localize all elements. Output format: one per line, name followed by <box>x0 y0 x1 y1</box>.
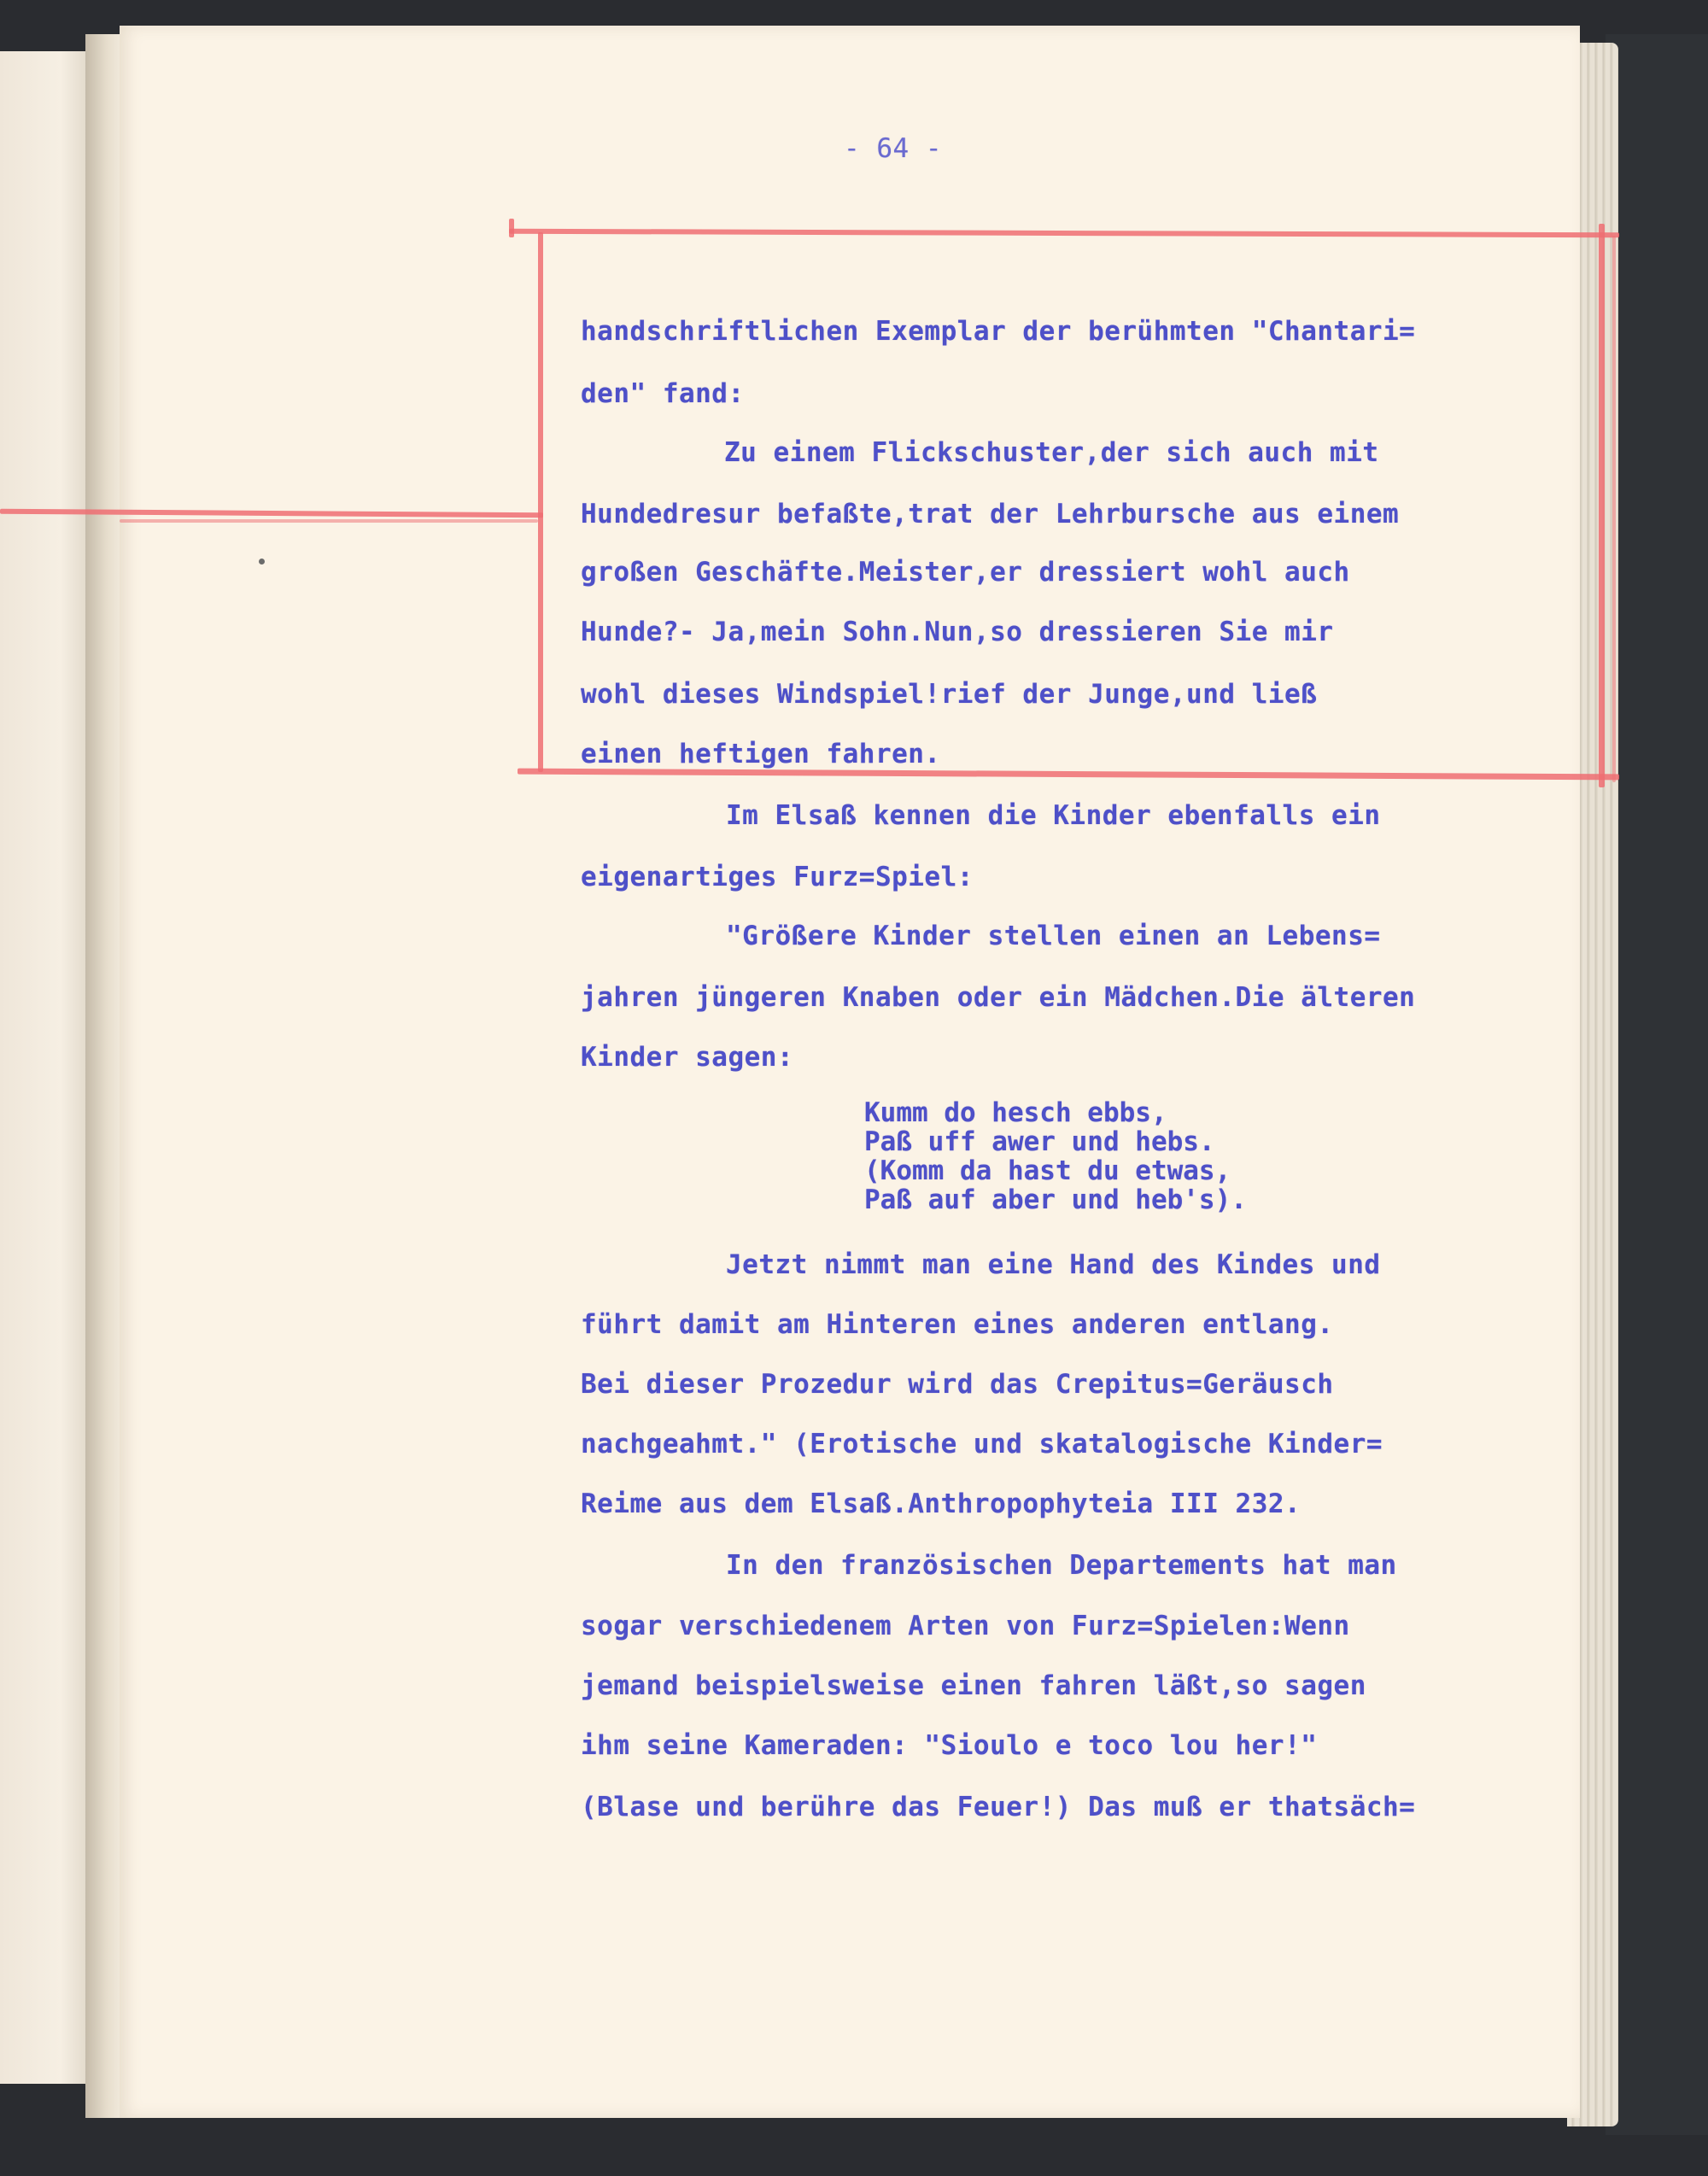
body-line-6: Jetzt nimmt man eine Hand des Kindes und <box>726 1249 1381 1280</box>
body-line-11: In den französischen Departements hat man <box>726 1550 1397 1581</box>
body-line-13: jemand beispielsweise einen fahren läßt,so sagen <box>581 1670 1366 1701</box>
verse-line-1: Kumm do hesch ebbs, <box>864 1097 1167 1128</box>
boxed-line-7: wohl dieses Windspiel!rief der Junge,und ließ <box>581 679 1318 710</box>
body-line-2: eigenartiges Furz=Spiel: <box>581 862 974 892</box>
red-margin-pointer-line-2 <box>120 519 538 523</box>
red-box-right-line <box>1599 224 1605 787</box>
boxed-line-6: Hunde?- Ja,mein Sohn.Nun,so dressieren Sie mir <box>581 617 1334 647</box>
boxed-line-4: Hundedresur befaßte,trat der Lehrbursche aus einem <box>581 499 1400 529</box>
body-line-14: ihm seine Kameraden: "Sioulo e toco lou her!" <box>581 1730 1318 1761</box>
body-line-3: "Größere Kinder stellen einen an Lebens= <box>726 921 1381 951</box>
body-line-7: führt damit am Hinteren eines anderen entlang. <box>581 1309 1334 1340</box>
red-box-top-tick <box>509 219 514 237</box>
body-line-4: jahren jüngeren Knaben oder ein Mädchen.Die älteren <box>581 982 1416 1013</box>
red-box-left-line <box>538 232 543 772</box>
verse-line-3: (Komm da hast du etwas, <box>864 1155 1231 1186</box>
boxed-line-3: Zu einem Flickschuster,der sich auch mit <box>724 437 1379 468</box>
boxed-line-1: handschriftlichen Exemplar der berühmten "Chantari= <box>581 316 1416 347</box>
page-number: - 64 - <box>844 133 942 164</box>
alsatian-verse <box>864 1098 1247 1214</box>
verse-line-2: Paß uff awer und hebs. <box>864 1126 1215 1157</box>
body-line-8: Bei dieser Prozedur wird das Crepitus=Geräusch <box>581 1369 1334 1400</box>
body-line-10: Reime aus dem Elsaß.Anthropophyteia III 232. <box>581 1489 1301 1519</box>
verse-line-4: Paß auf aber und heb's). <box>864 1185 1247 1215</box>
boxed-line-2: den" fand: <box>581 378 745 409</box>
body-line-15: (Blase und berühre das Feuer!) Das muß er thatsäch= <box>581 1792 1416 1822</box>
body-line-1: Im Elsaß kennen die Kinder ebenfalls ein <box>726 800 1381 831</box>
boxed-line-8: einen heftigen fahren. <box>581 739 941 769</box>
body-line-9: nachgeahmt." (Erotische und skatalogische Kinder= <box>581 1429 1383 1459</box>
red-box-right-outer-line <box>1612 236 1616 782</box>
page-speck <box>259 559 265 564</box>
body-line-12: sogar verschiedenem Arten von Furz=Spielen:Wenn <box>581 1611 1350 1641</box>
book-cover-edge <box>1606 34 1708 2135</box>
body-line-5: Kinder sagen: <box>581 1042 794 1073</box>
boxed-line-5: großen Geschäfte.Meister,er dressiert wohl auch <box>581 557 1350 588</box>
